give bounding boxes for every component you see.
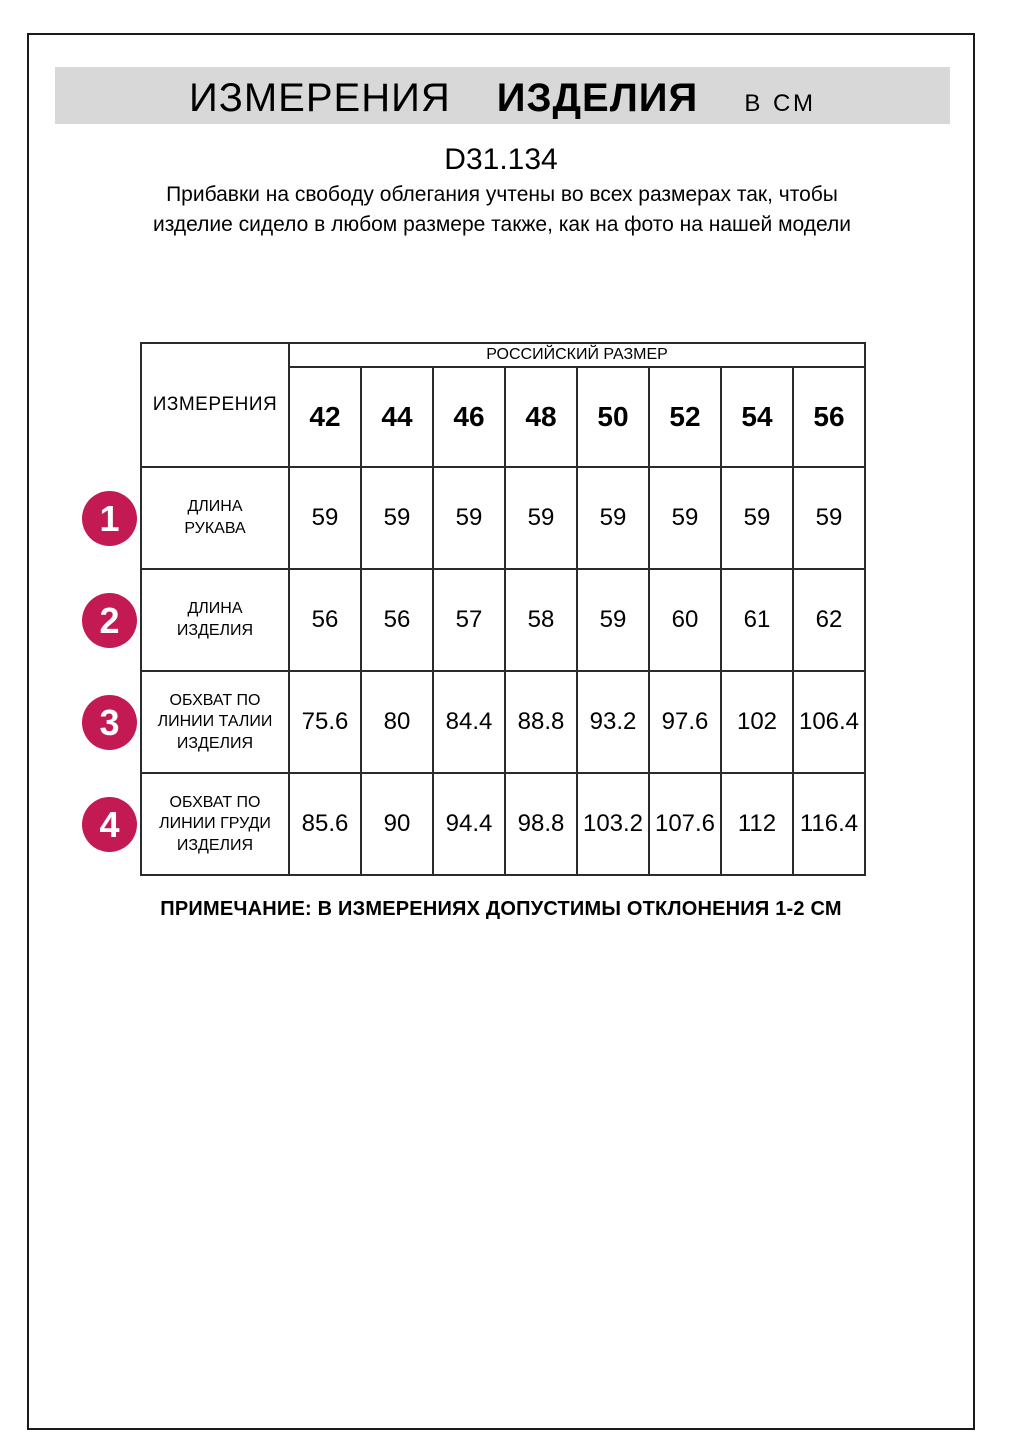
size-column-header-46: 46 (433, 367, 505, 467)
size-column-header-44: 44 (361, 367, 433, 467)
size-column-header-42: 42 (289, 367, 361, 467)
value-cell-r1-size50: 59 (577, 467, 649, 569)
value-cell-r4-size54: 112 (721, 773, 793, 875)
footnote: ПРИМЕЧАНИЕ: В ИЗМЕРЕНИЯХ ДОПУСТИМЫ ОТКЛОНЕНИЯ 1-2 СМ (160, 898, 842, 920)
value-cell-r3-size46: 84.4 (433, 671, 505, 773)
value-cell-r2-size56: 62 (793, 569, 865, 671)
value-cell-r3-size52: 97.6 (649, 671, 721, 773)
size-table (140, 342, 866, 876)
table-row-2 (141, 569, 865, 671)
measurement-label-3: ОБХВАТ ПО ЛИНИИ ТАЛИИ ИЗДЕЛИЯ (141, 671, 289, 773)
value-cell-r2-size44: 56 (361, 569, 433, 671)
size-column-header-56: 56 (793, 367, 865, 467)
fit-note: Прибавки на свободу облегания учтены во всех размерах так, чтобы изделие сидело в любом размере также, как на фото на нашей модели (153, 183, 851, 236)
value-cell-r4-size50: 103.2 (577, 773, 649, 875)
value-cell-r1-size44: 59 (361, 467, 433, 569)
value-cell-r1-size48: 59 (505, 467, 577, 569)
value-cell-r3-size42: 75.6 (289, 671, 361, 773)
article-code: D31.134 (444, 143, 558, 176)
value-cell-r2-size46: 57 (433, 569, 505, 671)
value-cell-r3-size44: 80 (361, 671, 433, 773)
table-row-3 (141, 671, 865, 773)
value-cell-r3-size54: 102 (721, 671, 793, 773)
header-bar (55, 67, 950, 124)
value-cell-r4-size46: 94.4 (433, 773, 505, 875)
header-title-main: ИЗМЕРЕНИЯ (188, 76, 451, 120)
value-cell-r2-size50: 59 (577, 569, 649, 671)
value-cell-r4-size52: 107.6 (649, 773, 721, 875)
size-column-header-48: 48 (505, 367, 577, 467)
table-row-1 (141, 467, 865, 569)
value-cell-r4-size42: 85.6 (289, 773, 361, 875)
value-cell-r1-size56: 59 (793, 467, 865, 569)
value-cell-r1-size52: 59 (649, 467, 721, 569)
measurement-label-2: ДЛИНА ИЗДЕЛИЯ (141, 569, 289, 671)
value-cell-r3-size48: 88.8 (505, 671, 577, 773)
row-number-badge-4: 4 (82, 797, 137, 852)
size-column-header-52: 52 (649, 367, 721, 467)
value-cell-r3-size56: 106.4 (793, 671, 865, 773)
measurement-label-4: ОБХВАТ ПО ЛИНИИ ГРУДИ ИЗДЕЛИЯ (141, 773, 289, 875)
size-column-header-54: 54 (721, 367, 793, 467)
value-cell-r1-size42: 59 (289, 467, 361, 569)
measurement-label-1: ДЛИНА РУКАВА (141, 467, 289, 569)
header-unit-label: В СМ (744, 90, 817, 117)
value-cell-r4-size48: 98.8 (505, 773, 577, 875)
row-number-badge-2: 2 (82, 593, 137, 648)
value-cell-r2-size54: 61 (721, 569, 793, 671)
value-cell-r1-size54: 59 (721, 467, 793, 569)
header-title-emphasis: ИЗДЕЛИЯ (496, 76, 699, 120)
size-column-header-50: 50 (577, 367, 649, 467)
size-group-header: РОССИЙСКИЙ РАЗМЕР (289, 343, 865, 367)
value-cell-r2-size42: 56 (289, 569, 361, 671)
value-cell-r4-size56: 116.4 (793, 773, 865, 875)
value-cell-r1-size46: 59 (433, 467, 505, 569)
row-number-badge-1: 1 (82, 491, 137, 546)
value-cell-r4-size44: 90 (361, 773, 433, 875)
row-number-badge-3: 3 (82, 695, 137, 750)
value-cell-r2-size48: 58 (505, 569, 577, 671)
measurements-corner-cell: ИЗМЕРЕНИЯ (141, 343, 289, 467)
table-row-4 (141, 773, 865, 875)
value-cell-r2-size52: 60 (649, 569, 721, 671)
value-cell-r3-size50: 93.2 (577, 671, 649, 773)
